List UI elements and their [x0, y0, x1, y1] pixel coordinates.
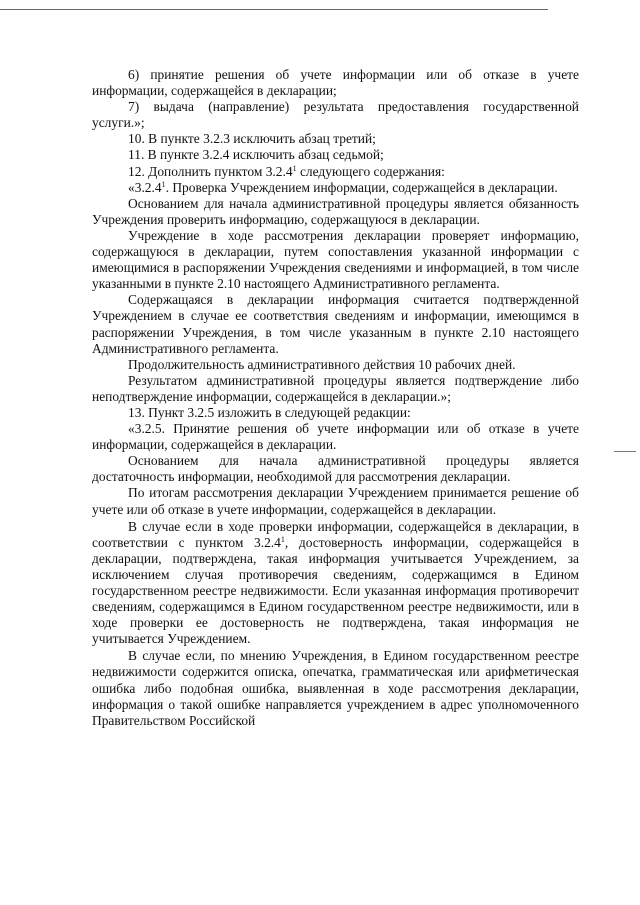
section-3-2-5-heading: «3.2.5. Принятие решения об учете информации или об отказе в учете информации, содержащейся в декларации.	[92, 421, 579, 453]
paragraph-point-10: 10. В пункте 3.2.3 исключить абзац третий;	[128, 131, 376, 147]
paragraph-point-13: 13. Пункт 3.2.5 изложить в следующей редакции:	[128, 404, 411, 420]
paragraph-item-7: 7) выдача (направление) результата предоставления государственной услуги.»;	[92, 99, 579, 131]
paragraph-verification: Учреждение в ходе рассмотрения декларации проверяет информацию, содержащуюся в декларации, путем сопоставления указанной информации с имеющимися в распоряжении Учреждения сведениями и информацией, в том числе указанными в пункте 2.10 настоящего Административного регламента.	[92, 227, 579, 292]
top-border-line	[0, 9, 548, 10]
paragraph-confirmed: Содержащаяся в декларации информация считается подтвержденной Учреждением в случае ее соответствия сведениям и информации, имеющимся в распоряжении Учреждения, в том числе указанным в пункте 2.10 настоящего Административного регламента.	[92, 292, 579, 356]
paragraph-duration: Продолжительность административного действия 10 рабочих дней.	[128, 356, 516, 372]
paragraph-item-6: 6) принятие решения об учете информации или об отказе в учете информации, содержащейся в декларации;	[92, 67, 579, 99]
paragraph-point-11: 11. В пункте 3.2.4 исключить абзац седьмой;	[128, 147, 384, 163]
paragraph-case-verified: В случае если в ходе проверки информации, содержащейся в декларации, в соответствии с пунктом 3.2.4$^1$, достоверность информации, содержащейся в декларации, подтверждена, такая информация учитывается Учреждением, за исключением случая противоречия сведениям, содержащимся в Едином государственном реестре недвижимости. Если указанная информация противоречит сведениям, содержащимся в Едином государственном реестре недвижимости, или в ходе проверки ее достоверность не подтверждена, такая информация не учитывается Учреждением.	[92, 518, 579, 647]
section-3-2-4-1-heading: «3.2.4$^1$. Проверка Учреждением информации, содержащейся в декларации.	[128, 179, 558, 195]
paragraph-case-error: В случае если, по мнению Учреждения, в Едином государственном реестре недвижимости содержится описка, опечатка, грамматическая или арифметическая ошибка либо подобная ошибка, выявленная в ходе рассмотрения декларации, информация о такой ошибке направляется учреждением в адрес уполномоченного Правительством Российской	[92, 648, 579, 728]
paragraph-grounds: Основанием для начала административной процедуры является обязанность Учреждения проверить информацию, содержащуюся в декларации.	[92, 195, 579, 227]
paragraph-decision: По итогам рассмотрения декларации Учреждением принимается решение об учете или об отказе в учете информации, содержащейся в декларации.	[92, 485, 579, 517]
document-body	[92, 67, 579, 729]
paragraph-point-12: 12. Дополнить пунктом 3.2.4$^1$ следующего содержания:	[128, 163, 445, 179]
paragraph-grounds-2: Основанием для начала административной процедуры является достаточность информации, необходимой для рассмотрения декларации.	[92, 453, 579, 485]
paragraph-result: Результатом административной процедуры является подтверждение либо неподтверждение информации, содержащейся в декларации.»;	[92, 372, 579, 404]
margin-mark	[614, 451, 636, 452]
